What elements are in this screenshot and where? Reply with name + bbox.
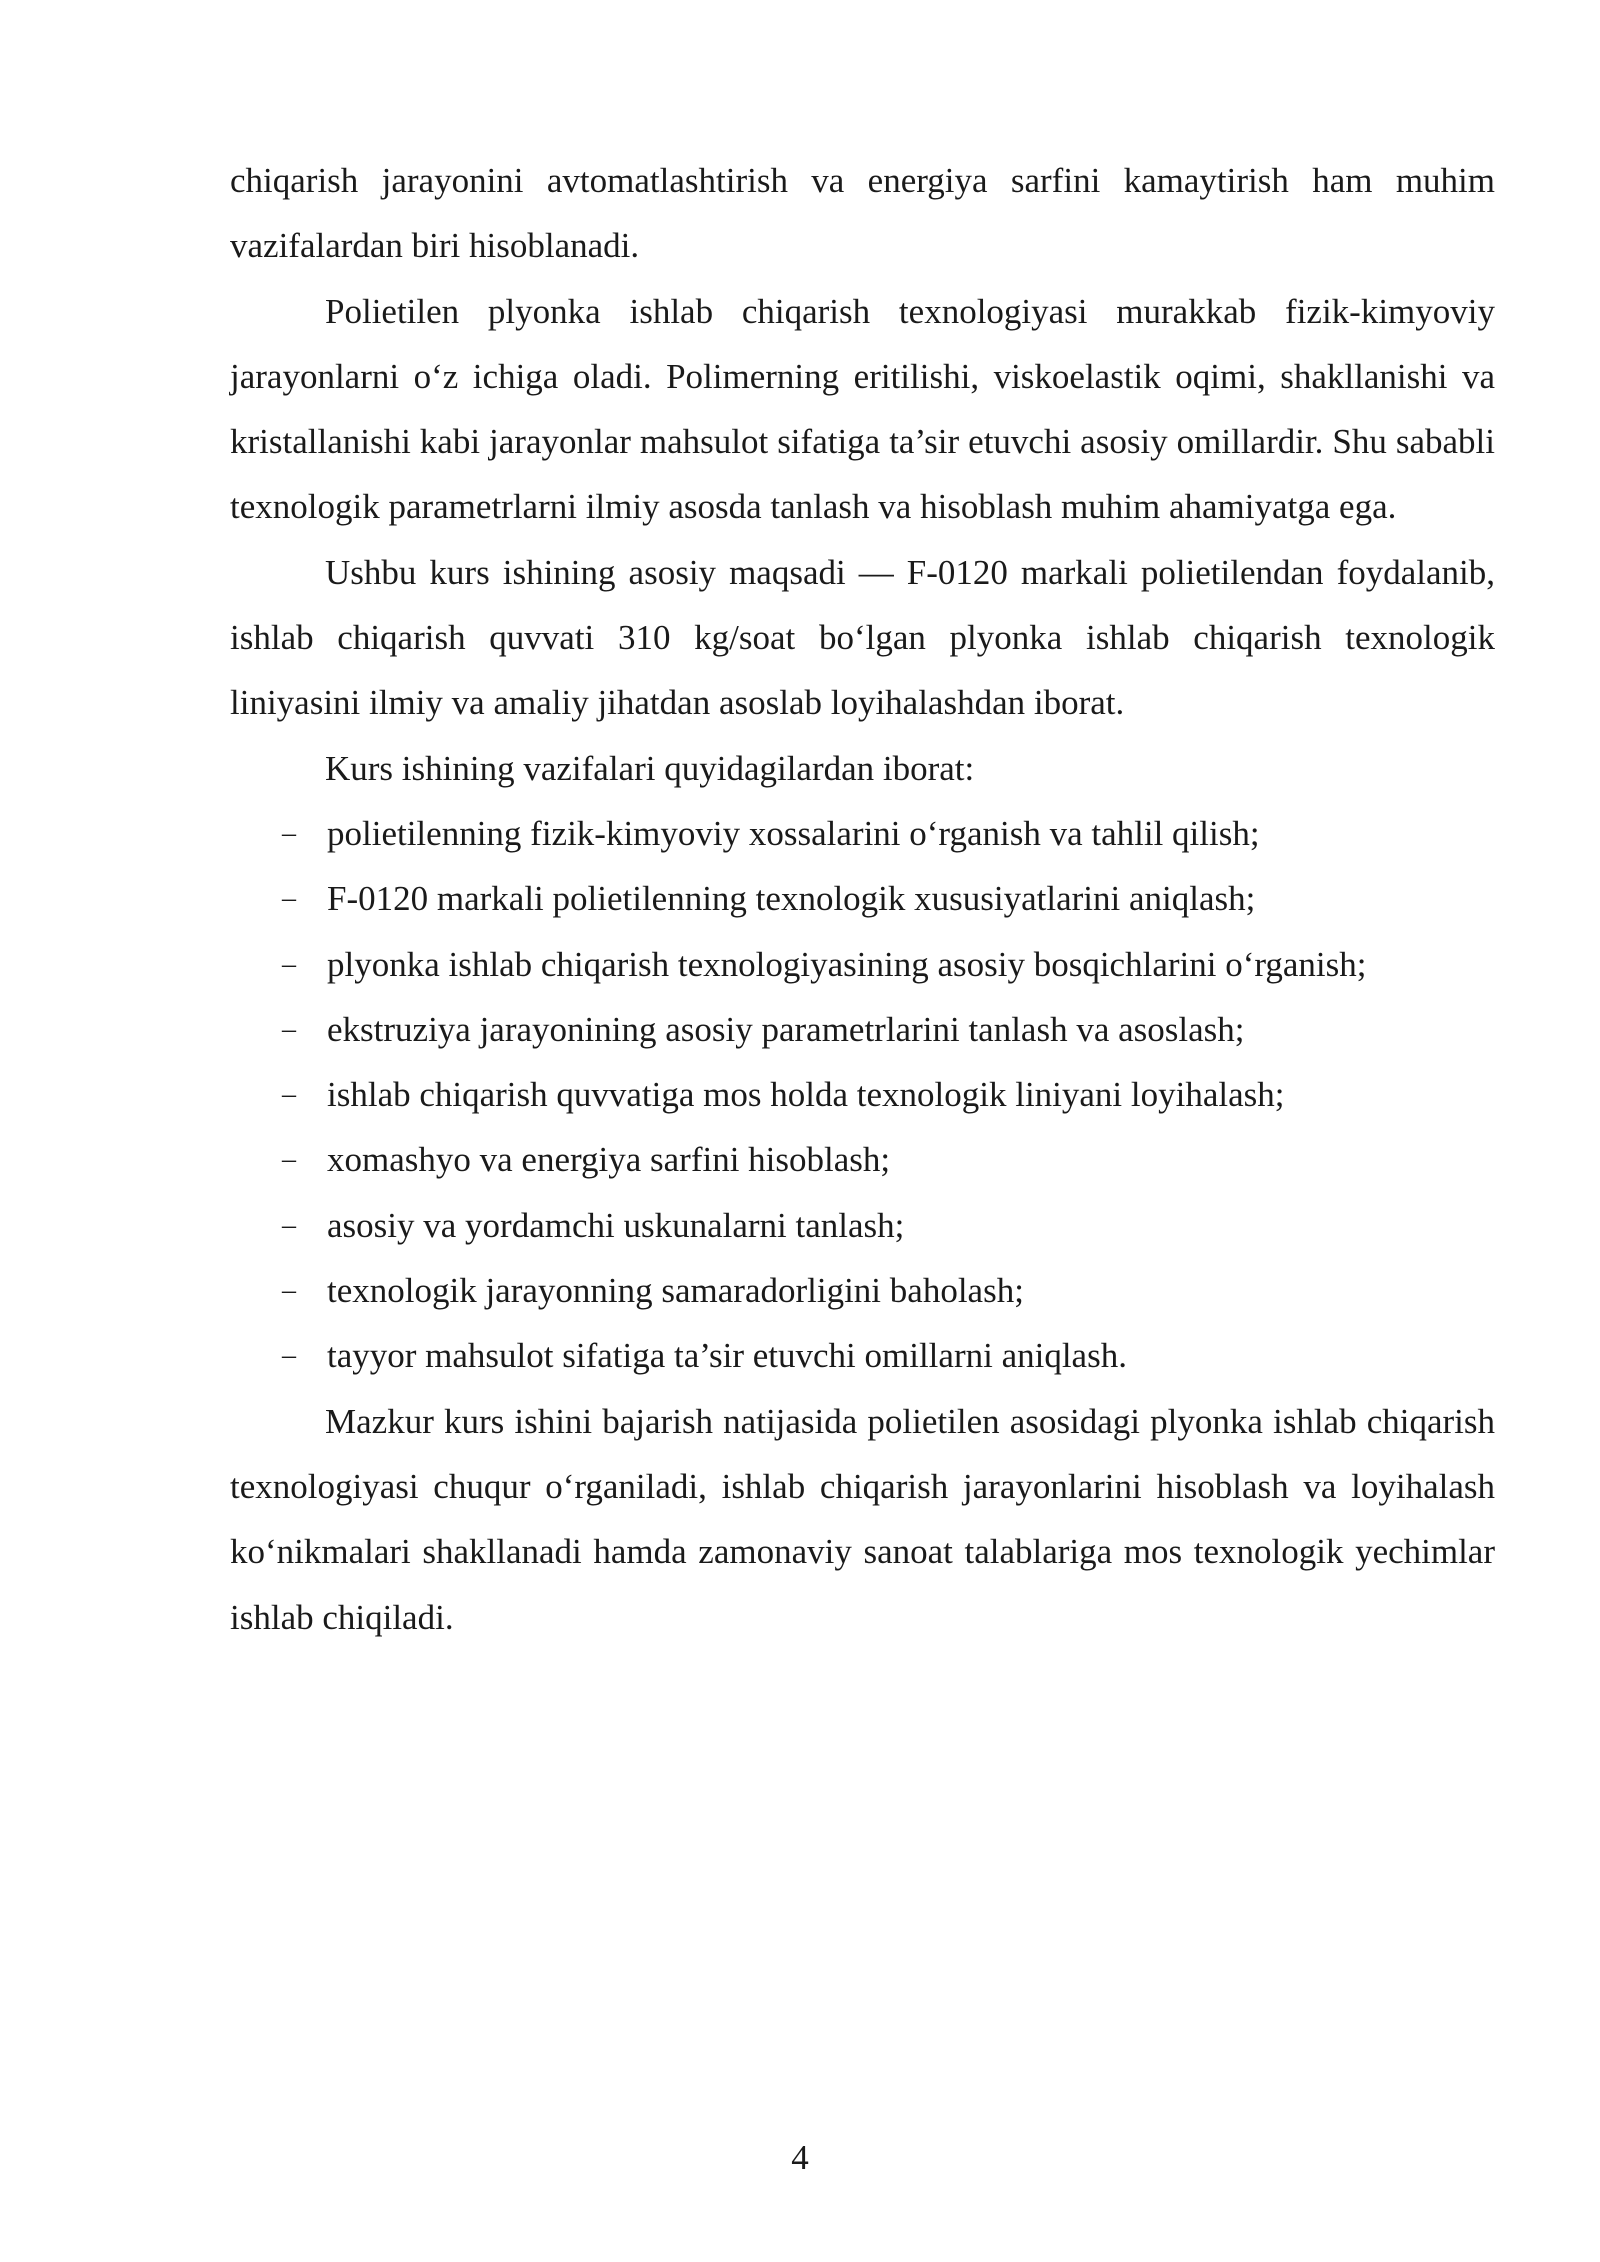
list-marker: – (282, 817, 296, 849)
paragraph-continuation: chiqarish jarayonini avtomatlashtirish va energiya sarfini kamaytirish ham muhim vazifalardan biri hisoblanadi. (230, 161, 1495, 266)
page-number: 4 (791, 2138, 809, 2177)
document-page (230, 148, 1495, 1650)
list-item-text: xomashyo va energiya sarfini hisoblash; (327, 1140, 891, 1180)
list-item (230, 1193, 1495, 1258)
list-item (230, 1127, 1495, 1192)
list-item (230, 932, 1495, 997)
list-item (230, 997, 1495, 1062)
task-list (230, 801, 1495, 1389)
list-marker: – (282, 883, 296, 915)
list-marker: – (282, 1079, 296, 1111)
list-item-text: asosiy va yordamchi uskunalarni tanlash; (327, 1205, 905, 1245)
paragraph-goal: Ushbu kurs ishining asosiy maqsadi — F-0120 markali polietilendan foydalanib, ishlab chiqarish quvvati 310 kg/soat bo‘lgan plyonka ishlab chiqarish texnologik liniyasini ilmiy va amaliy jihatdan asoslab loyihalashdan iborat. (230, 552, 1495, 723)
list-marker: – (282, 1275, 296, 1307)
list-marker: – (282, 1340, 296, 1372)
list-item-text: tayyor mahsulot sifatiga ta’sir etuvchi omillarni aniqlash. (327, 1336, 1127, 1376)
list-item (230, 866, 1495, 931)
list-item-text: ishlab chiqarish quvvatiga mos holda texnologik liniyani loyihalash; (327, 1075, 1285, 1115)
list-item-text: ekstruziya jarayonining asosiy parametrlarini tanlash va asoslash; (327, 1009, 1245, 1049)
list-item (230, 1323, 1495, 1388)
list-item (230, 1062, 1495, 1127)
list-item-text: plyonka ishlab chiqarish texnologiyasining asosiy bosqichlarini o‘rganish; (327, 944, 1367, 984)
list-marker: – (282, 1209, 296, 1241)
list-item (230, 801, 1495, 866)
list-item-text: polietilenning fizik-kimyoviy xossalarini o‘rganish va tahlil qilish; (327, 813, 1260, 853)
paragraph-tasks-intro: Kurs ishining vazifalari quyidagilardan iborat: (325, 748, 975, 788)
list-item-text: F-0120 markali polietilenning texnologik xususiyatlarini aniqlash; (327, 879, 1256, 919)
list-item (230, 1258, 1495, 1323)
list-marker: – (282, 1144, 296, 1176)
paragraph-technology: Polietilen plyonka ishlab chiqarish texnologiyasi murakkab fizik-kimyoviy jarayonlarni o‘z ichiga oladi. Polimerning eritilishi, viskoelastik oqimi, shakllanishi va kristallanishi kabi jarayonlar mahsulot sifatiga ta’sir etuvchi asosiy omillardir. Shu sababli texnologik parametrlarni ilmiy asosda tanlash va hisoblash muhim ahamiyatga ega. (230, 291, 1495, 527)
list-marker: – (282, 1013, 296, 1045)
list-marker: – (282, 948, 296, 980)
paragraph-conclusion: Mazkur kurs ishini bajarish natijasida polietilen asosidagi plyonka ishlab chiqarish texnologiyasi chuqur o‘rganiladi, ishlab chiqarish jarayonlarini hisoblash va loyihalash ko‘nikmalari shakllanadi hamda zamonaviy sanoat talablariga mos texnologik yechimlar ishlab chiqiladi. (230, 1401, 1495, 1637)
list-item-text: texnologik jarayonning samaradorligini baholash; (327, 1271, 1024, 1311)
